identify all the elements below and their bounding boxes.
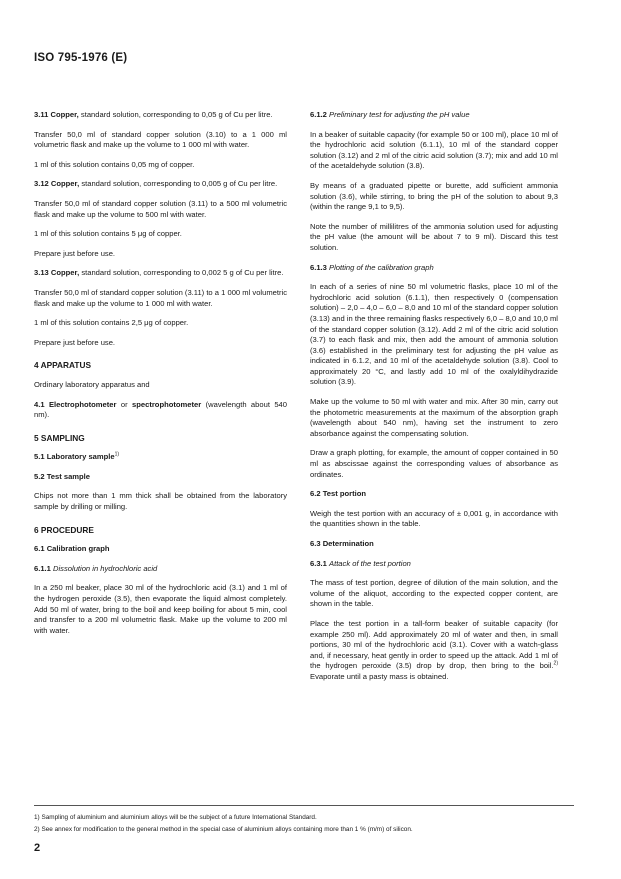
clause-6-1-2: 6.1.2 Preliminary test for adjusting the pH value: [310, 110, 470, 119]
clause-6-3: 6.3 Determination: [310, 539, 374, 548]
paragraph: 1 ml of this solution contains 2,5 μg of copper.: [34, 318, 189, 328]
footnote-1: 1) Sampling of aluminium and aluminium alloys will be the subject of a future International Standard.: [34, 814, 317, 821]
clause-6-3-1: 6.3.1 Attack of the test portion: [310, 558, 411, 568]
document-header: ISO 795-1976 (E): [34, 52, 128, 64]
paragraph: Chips not more than 1 mm thick shall be obtained from the laboratory sample by drilling or milling.: [34, 491, 287, 512]
right-column: [310, 110, 558, 692]
footnotes: [34, 805, 574, 836]
paragraph: In each of a series of nine 50 ml volumetric flasks, place 10 ml of the hydrochloric acid solution (6.1.1), then respectively 0 (compensation solution) – 2,0 – 4,0 – 6,0 – 8,0 and 10 ml of the standard copper solution (3.13) and in the three remaining flasks respectively 6,0 – 8,0 and 10,0 ml of the standard copper solution (3.12). Add 2 ml of the citric acid solution (3.7) to each flask and mix, then add the amount of ammonia solution (3.6) established in the preliminary test for adjusting the pH value as indicated in 6.1.2, and 10 ml of the acetaldehyde solution (3.8). Cool to approximately 20 °C, and lastly add 10 ml of the oxalyldihydrazide solution (3.9).: [310, 282, 558, 387]
paragraph: Transfer 50,0 ml of standard copper solution (3.11) to a 1 000 ml volumetric flask and make up the volume to 1 000 ml with water.: [34, 287, 287, 308]
paragraph: The mass of test portion, degree of dilution of the main solution, and the volume of the aliquot, according to the expected copper content, are shown in the table.: [310, 578, 558, 609]
paragraph: 1 ml of this solution contains 0,05 mg of copper.: [34, 159, 195, 169]
section-heading-sampling: 5 SAMPLING: [34, 432, 85, 443]
left-column: [34, 110, 287, 645]
paragraph: In a beaker of suitable capacity (for example 50 or 100 ml), place 10 ml of the hydrochloric acid solution (6.1.1), 10 ml of the standard copper solution (3.12) and 2 ml of the citric acid solution (3.7); mix and add 10 ml of the acetaldehyde solution (3.8).: [310, 129, 558, 171]
paragraph: Weigh the test portion with an accuracy of ± 0,001 g, in accordance with the quantities shown in the table.: [310, 508, 558, 529]
section-heading-apparatus: 4 APPARATUS: [34, 360, 92, 371]
clause-5-2: 5.2 Test sample: [34, 471, 91, 481]
paragraph: Transfer 50,0 ml of standard copper solution (3.11) to a 500 ml volumetric flask and make up the volume to 500 ml with water.: [34, 198, 287, 219]
paragraph: Ordinary laboratory apparatus and: [34, 379, 150, 389]
clause-6-1-1: 6.1.1 Dissolution in hydrochloric acid: [34, 563, 158, 573]
paragraph: Note the number of millilitres of the ammonia solution used for adjusting the pH value (the amount will be about 7 to 9 ml). Discard this test solution.: [310, 221, 558, 252]
paragraph: 1 ml of this solution contains 5 μg of copper.: [34, 229, 182, 239]
footnote-2: 2) See annex for modification to the general method in the special case of aluminium alloys containing more than 1 % (m/m) of silicon.: [34, 826, 413, 833]
paragraph: Place the test portion in a tall-form beaker of suitable capacity (for example 250 ml). Add approximately 20 ml of water and then, in small portions, 30 ml of the hydrochloric acid (3.1). Cover with a watch-glass and, if necessary, heat gently in order to speed up the attack. Add 1 ml of the hydrogen peroxide (3.5) drop by drop, then bring to the boil.$^{2)}$ Evaporate until a pasty mass is obtained.: [310, 618, 558, 681]
paragraph: Draw a graph plotting, for example, the amount of copper contained in 50 ml as abscissae against the corresponding values of absorbance as ordinates.: [310, 448, 558, 479]
clause-6-1-3: 6.1.3 Plotting of the calibration graph: [310, 262, 434, 272]
page-number: 2: [34, 842, 41, 854]
clause-6-1: 6.1 Calibration graph: [34, 544, 110, 554]
paragraph: Prepare just before use.: [34, 248, 116, 258]
paragraph: Make up the volume to 50 ml with water and mix. After 30 min, carry out the photometric measurements at the maximum of the absorption graph (wavelength about 540 nm), having set the instrument to zero absorbance against the compensating solution.: [310, 397, 558, 438]
clause-3-13: 3.13 Copper, standard solution, corresponding to 0,002 5 g of Cu per litre.: [34, 268, 284, 278]
section-heading-procedure: 6 PROCEDURE: [34, 524, 94, 535]
clause-3-11: 3.11 Copper, standard solution, corresponding to 0,05 g of Cu per litre.: [34, 110, 273, 119]
clause-5-1: 5.1 Laboratory sample$^{1)}$: [34, 451, 120, 462]
clause-3-12: 3.12 Copper, standard solution, corresponding to 0,005 g of Cu per litre.: [34, 179, 278, 189]
clause-4-1: 4.1 Electrophotometer or spectrophotometer (wavelength about 540 nm).: [34, 399, 287, 420]
paragraph: Prepare just before use.: [34, 337, 116, 347]
paragraph: By means of a graduated pipette or burette, add sufficient ammonia solution (3.6), while stirring, to bring the pH of the solution to about 9,3 (within the range 9,1 to 9,5).: [310, 180, 558, 212]
paragraph: In a 250 ml beaker, place 30 ml of the hydrochloric acid (3.1) and 1 ml of the hydrogen peroxide (3.5), then evaporate the liquid almost completely. Add 50 ml of water, bring to the boil and keep boiling for about 5 min, cool and transfer to a 200 ml volumetric flask. Make up the volume to 200 ml with water.: [34, 583, 287, 635]
paragraph: Transfer 50,0 ml of standard copper solution (3.10) to a 1 000 ml volumetric flask and make up the volume to 1 000 ml with water.: [34, 129, 287, 150]
clause-6-2: 6.2 Test portion: [310, 489, 366, 499]
